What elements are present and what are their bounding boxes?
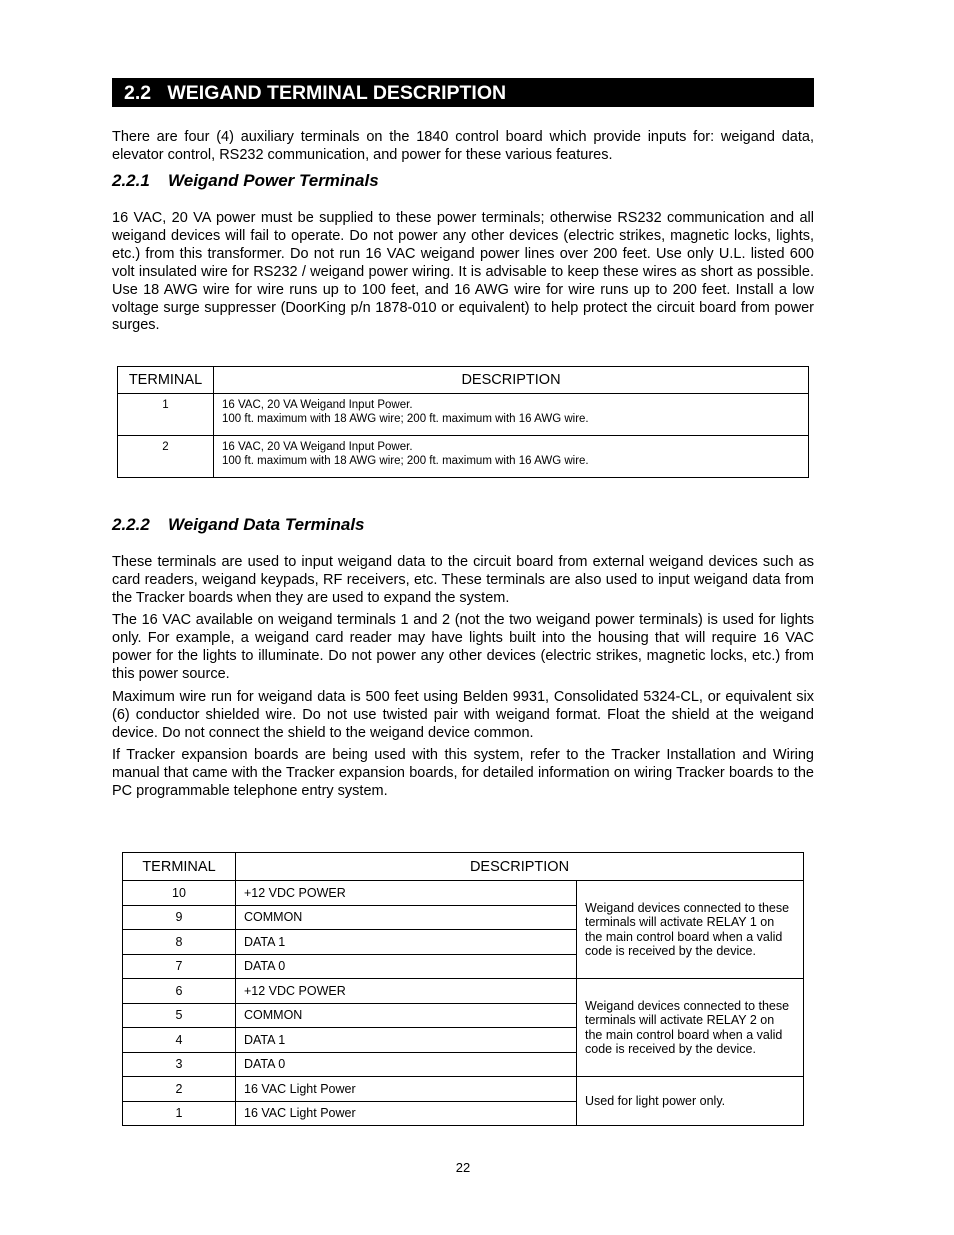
header-description: DESCRIPTION (214, 367, 809, 394)
description-cell (214, 436, 809, 478)
description-line: 100 ft. maximum with 18 AWG wire; 200 ft. maximum with 16 AWG wire. (222, 455, 589, 468)
description-cell: DATA 1 (236, 930, 577, 955)
data-terminals-number: 2.2.2 (112, 515, 150, 534)
description-cell: 16 VAC Light Power (236, 1101, 577, 1126)
section-header (112, 78, 814, 107)
power-terminals-table (117, 366, 809, 478)
description-cell: COMMON (236, 905, 577, 930)
data-paragraph-1: These terminals are used to input weigand data to the circuit board from external weigand devices such as card readers, weigand keypads, RF receivers, etc. These terminals are also used to input weigand data from the Tracker boards when they are used to expand the system. (112, 554, 814, 606)
table-row (118, 436, 809, 478)
page-number: 22 (455, 1160, 471, 1175)
terminal-cell: 1 (118, 394, 214, 436)
terminal-cell: 2 (118, 436, 214, 478)
description-cell: DATA 0 (236, 1052, 577, 1077)
description-line: 16 VAC, 20 VA Weigand Input Power. (222, 399, 413, 411)
description-cell: DATA 0 (236, 954, 577, 979)
terminal-cell: 2 (123, 1077, 236, 1102)
section-title: WEIGAND TERMINAL DESCRIPTION (167, 82, 507, 104)
terminal-cell: 1 (123, 1101, 236, 1126)
terminal-cell: 3 (123, 1052, 236, 1077)
header-terminal: TERMINAL (123, 853, 236, 881)
header-description: DESCRIPTION (236, 853, 804, 881)
description-cell: COMMON (236, 1003, 577, 1028)
section-number: 2.2 (124, 82, 152, 104)
table-row (118, 394, 809, 436)
description-cell: DATA 1 (236, 1028, 577, 1053)
power-terminals-heading (112, 171, 379, 191)
power-terminals-paragraph: 16 VAC, 20 VA power must be supplied to these power terminals; otherwise RS232 communication and all weigand devices will fail to operate. Do not power any other devices (electric strikes, magnetic locks, lights, etc.) from this transformer. Do not run 16 VAC weigand power lines over 200 feet. Use only U.L. listed 600 volt insulated wire for RS232 / weigand power wiring. It is advisable to keep these wires as short as possible. Use 18 AWG wire for wire runs up to 100 feet, and 16 AWG wire for wire runs up to 200 feet. Install a low voltage surge suppresser (DoorKing p/n 1878-010 or equivalent) to help protect the circuit board from power surges. (112, 210, 814, 334)
description-cell (214, 394, 809, 436)
terminal-cell: 10 (123, 881, 236, 906)
intro-paragraph: There are four (4) auxiliary terminals on the 1840 control board which provide inputs for: weigand data, elevator control, RS232 communication, and power for these various features. (112, 129, 814, 163)
description-cell: 16 VAC Light Power (236, 1077, 577, 1102)
terminal-cell: 6 (123, 979, 236, 1004)
terminal-cell: 8 (123, 930, 236, 955)
data-terminals-title: Weigand Data Terminals (168, 515, 365, 534)
description-cell: +12 VDC POWER (236, 881, 577, 906)
light-power-note: Used for light power only. (577, 1077, 804, 1126)
table-header-row (123, 853, 804, 881)
data-paragraph-4: If Tracker expansion boards are being used with this system, refer to the Tracker Installation and Wiring manual that came with the Tracker expansion boards, for detailed information on wiring Tracker boards to the PC programmable telephone entry system. (112, 747, 814, 799)
data-paragraph-3: Maximum wire run for weigand data is 500 feet using Belden 9931, Consolidated 5324-CL, or equivalent six (6) conductor shielded wire. Do not use twisted pair with weigand format. Float the shield at the weigand device. Do not connect the shield to the weigand device common. (112, 689, 814, 741)
table-header-row (118, 367, 809, 394)
table-row (123, 1077, 804, 1102)
power-terminals-title: Weigand Power Terminals (168, 171, 379, 190)
terminal-cell: 9 (123, 905, 236, 930)
description-cell: +12 VDC POWER (236, 979, 577, 1004)
data-paragraph-2: The 16 VAC available on weigand terminals 1 and 2 (not the two weigand power terminals) is used for lights only. For example, a weigand card reader may have lights built into the housing that will require 16 VAC power for the lights to illuminate. Do not power any other devices (electric strikes, magnetic locks, etc.) from this power source. (112, 612, 814, 682)
table-row (123, 979, 804, 1004)
power-terminals-number: 2.2.1 (112, 171, 150, 190)
header-terminal: TERMINAL (118, 367, 214, 394)
data-terminals-table (122, 852, 804, 1126)
description-line: 16 VAC, 20 VA Weigand Input Power. (222, 441, 413, 453)
description-line: 100 ft. maximum with 18 AWG wire; 200 ft. maximum with 16 AWG wire. (222, 413, 589, 426)
terminal-cell: 5 (123, 1003, 236, 1028)
relay-1-note: Weigand devices connected to these terminals will activate RELAY 1 on the main control board when a valid code is received by the device. (577, 881, 804, 979)
terminal-cell: 4 (123, 1028, 236, 1053)
terminal-cell: 7 (123, 954, 236, 979)
relay-2-note: Weigand devices connected to these terminals will activate RELAY 2 on the main control board when a valid code is received by the device. (577, 979, 804, 1077)
data-terminals-heading (112, 515, 365, 535)
table-row (123, 881, 804, 906)
